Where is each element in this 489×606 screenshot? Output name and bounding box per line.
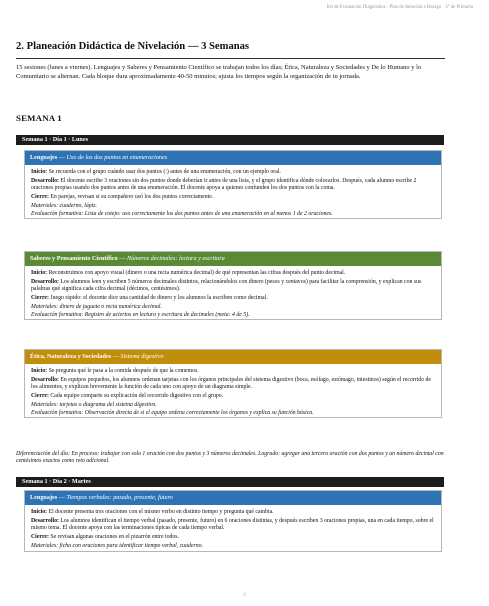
running-header: Kit de Evaluación Diagnóstica · Plan de Atención a Rezago · 3° de Primaria [326, 5, 473, 10]
card-subject: Saberes y Pensamiento Científico [30, 255, 118, 262]
materials-text: Materiales: cuaderno, lápiz. [31, 203, 98, 210]
desarrollo-text: Los alumnos leen y escriben 5 números decimales distintos, relacionándolos con dinero (pesos y centavos) para facilitar la comprensión, y explican con sus palabras qué significa cada cifra decimal (décimos, centésimos). [31, 279, 422, 293]
inicio-row [31, 368, 435, 375]
materials-text: Materiales: dinero de juguete o recta numérica decimal. [31, 304, 162, 311]
inicio-label: Inicio: [31, 270, 48, 276]
inicio-label: Inicio: [31, 509, 48, 515]
card-subject: Ética, Naturaleza y Sociedades [30, 353, 112, 360]
card-subject: Lenguajes [30, 494, 58, 501]
day-band-2: Semana 1 · Día 2 · Martes [16, 477, 444, 487]
title-divider [16, 58, 445, 59]
card-topic: Tiempos verbales: pasado, presente, futuro [66, 494, 173, 501]
cierre-row [31, 295, 435, 302]
lesson-card-saberes [24, 251, 442, 320]
card-header: Lenguajes — Uso de los dos puntos en enumeraciones [25, 151, 441, 165]
evaluation-text: Evaluación formativa: Observación directa de si el equipo ordena correctamente los órganos y explica su función básica. [31, 409, 314, 416]
card-header: Saberes y Pensamiento Científico — Números decimales: lectura y escritura [25, 252, 441, 266]
cierre-text: En parejas, revisan si su compañero usó los dos puntos correctamente. [50, 194, 214, 201]
week-heading: SEMANA 1 [16, 113, 62, 123]
page-title: 2. Planeación Didáctica de Nivelación — 3 Semanas [16, 41, 250, 52]
card-body [25, 266, 441, 319]
cierre-text: Se revisan algunas oraciones en el pizarrón entre todos. [50, 534, 179, 541]
card-body [25, 165, 441, 218]
card-topic: Sistema digestivo [120, 353, 164, 360]
lesson-card-etica [24, 349, 442, 418]
evaluation-text: Evaluación formativa: Lista de cotejo: uso correctamente los dos puntos antes de una enumeración en al menos 1 de 2 oraciones. [31, 210, 333, 217]
cierre-row [31, 393, 435, 400]
cierre-text: Cada equipo comparte su explicación del recorrido digestivo con el grupo. [50, 393, 224, 400]
materials-text: Materiales: tarjetas o diagrama del sistema digestivo. [31, 402, 157, 409]
inicio-text: El docente presenta tres oraciones con el mismo verbo en distinto tiempo y pregunta qué cambia. [48, 509, 274, 515]
card-body [25, 505, 441, 551]
desarrollo-label: Desarrollo: [31, 178, 59, 184]
day-band-1: Semana 1 · Día 1 · Lunes [16, 135, 444, 145]
desarrollo-row [31, 279, 435, 294]
lesson-card-lenguajes [24, 150, 442, 219]
inicio-text: Reconstruimos con apoyo visual (dinero o una recta numérica decimal) de qué representan las cifras después del punto decimal. [48, 270, 346, 276]
card-topic: Uso de los dos puntos en enumeraciones [66, 154, 168, 161]
cierre-row [31, 194, 435, 201]
desarrollo-row [31, 178, 435, 193]
inicio-label: Inicio: [31, 169, 48, 175]
desarrollo-text: Los alumnos identifican el tiempo verbal (pasado, presente, futuro) en 6 oraciones distintas, y después escriben 3 oraciones propias, una en cada tiempo, sobre el mismo tema. El docente apoya con las terminaciones típicas de cada tiempo verbal. [31, 518, 434, 532]
card-header: Lenguajes — Tiempos verbales: pasado, presente, futuro [25, 491, 441, 505]
inicio-row [31, 270, 435, 277]
desarrollo-label: Desarrollo: [31, 377, 59, 383]
intro-paragraph: 15 sesiones (lunes a viernes). Lenguajes y Saberes y Pensamiento Científico se trabajan todos los días; Ética, Naturaleza y Sociedades y De lo Humano y lo Comunitario se alternan. Cada bloque dura aproximadamente 40-50 minutos; ajusta los tiempos según la organización de tu jornada. [16, 64, 422, 80]
cierre-label: Cierre: [31, 393, 49, 400]
card-subject: Lenguajes [30, 154, 58, 161]
desarrollo-row [31, 377, 435, 392]
cierre-text: Juego rápido: el docente dice una cantidad de dinero y los alumnos la escriben como decimal. [50, 295, 268, 302]
card-header: Ética, Naturaleza y Sociedades — Sistema digestivo [25, 350, 441, 364]
day-differentiation-note: Diferenciación del día: En proceso: trabajar con solo 1 oración con dos puntos y 3 números decimales. Logrado: agregar una tercera oración con dos puntos y un número decimal con centésimos exactos como reto adicional. [16, 451, 444, 465]
inicio-text: Se pregunta qué le pasa a la comida después de que la comemos. [48, 368, 199, 374]
cierre-label: Cierre: [31, 534, 49, 541]
desarrollo-label: Desarrollo: [31, 279, 59, 285]
desarrollo-text: En equipos pequeños, los alumnos ordenan tarjetas con los órganos principales del sistema digestivo (boca, esófago, estómago, intestinos) según el recorrido de los alimentos, y explican brevemente la función de cada uno con apoyo de un diagrama simple. [31, 377, 432, 391]
page-number: 6 [243, 593, 246, 598]
desarrollo-text: El docente escribe 3 oraciones sin dos puntos donde deberían ir antes de una lista, y el grupo identifica dónde colocarlos. Después, cada alumno escribe 2 oraciones propias usando dos puntos antes de una enumeración. El docente apoya a quienes confunden los dos puntos con la coma. [31, 178, 417, 192]
cierre-label: Cierre: [31, 295, 49, 302]
materials-text: Materiales: ficha con oraciones para identificar tiempo verbal, cuaderno. [31, 543, 203, 550]
card-topic: Números decimales: lectura y escritura [127, 255, 225, 262]
desarrollo-label: Desarrollo: [31, 518, 59, 524]
evaluation-text: Evaluación formativa: Registro de aciertos en lectura y escritura de decimales (meta: 4 de 5). [31, 311, 250, 318]
inicio-row [31, 169, 435, 176]
inicio-row [31, 509, 435, 516]
lesson-card-lenguajes-day2 [24, 490, 442, 552]
card-body [25, 364, 441, 417]
cierre-label: Cierre: [31, 194, 49, 201]
desarrollo-row [31, 518, 435, 533]
inicio-label: Inicio: [31, 368, 48, 374]
inicio-text: Se recuerda con el grupo cuándo usar dos puntos (:) antes de una enumeración, con un ejemplo oral. [48, 169, 281, 175]
cierre-row [31, 534, 435, 541]
